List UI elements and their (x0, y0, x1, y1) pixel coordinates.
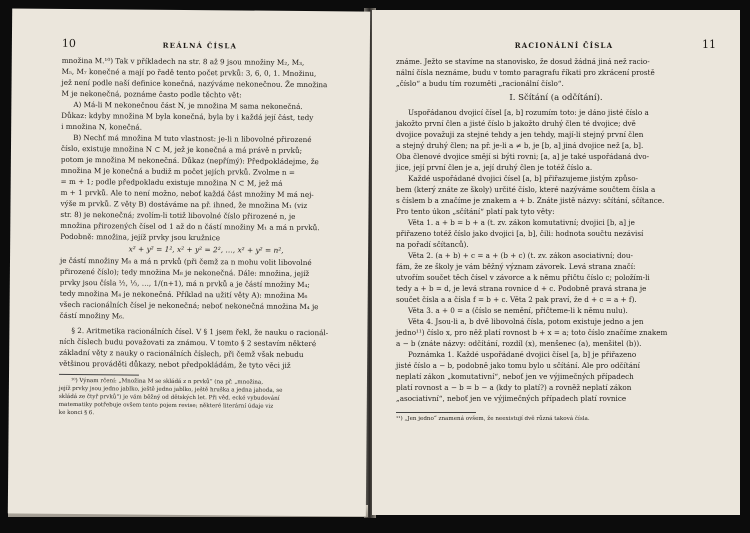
text-line: dvojice považuji za stejné tehdy a jen tehdy, mají-li stejný první člen (396, 130, 644, 139)
text-line: ¹⁰) Výnam rčení: „Množina M se skládá z n prvků“ (na př. „množina, (70, 377, 264, 386)
text-line: ních číslech budu považovati za známou. V tomto § 2 sestavím některé (59, 336, 317, 349)
text-line: jice, její první člen je a, její druhý člen je totéž číslo a. (396, 163, 593, 172)
text-line: základní věty z nauky o racionálních číslech, při čemž však nebudu (59, 347, 304, 360)
text-line: tedy a + b = d, je levá strana rovnice d + c. Podobně pravá strana je (396, 284, 647, 293)
text-line: prvky jsou čísla ½, ⅓, …, 1/(n+1), má n prvků a je částí množiny M₄; (59, 277, 310, 290)
text-line: ke konci § 6. (58, 409, 95, 417)
text-line: Poznámka 1. Každé uspořádané dvojici čísel [a, b] je přiřazeno (408, 350, 637, 359)
text-line: Podobně: množina, jejíž prvky jsou kružnice (60, 231, 221, 243)
text-line: Každé uspořádané dvojici čísel [a, b] přiřazujeme jistým způso- (408, 174, 638, 183)
text-line: m + 1 prvků. Ale to není možno, neboť každá část množiny M má nej- (60, 187, 314, 200)
right-intro (396, 56, 716, 89)
section-2-intro (59, 325, 351, 372)
text-line: matematiky potřebuje ovšem tento pojem revise; některé literární údaje viz (58, 401, 274, 410)
text-line: s číslem b a značíme je znakem a + b. Znáte jistě názvy: sčítání, sčítance. (396, 196, 665, 205)
footnote-rule (59, 374, 139, 376)
text-line: součet čísla a a čísla f = b + c. Věta 2 pak praví, že d + c = a + f). (396, 295, 637, 304)
right-body (396, 107, 716, 404)
text-line: částí množiny M₆. (59, 310, 125, 321)
text-line: utvořím součet těch čísel v závorce a k němu přičtu číslo c; položím-li (396, 273, 650, 282)
text-line: a stejný druhý člen; na př. je-li a ≠ b, je [b, a] jiná dvojice než [a, b]. (396, 141, 644, 150)
text-line: číslo, existuje množina N ⊂ M, jež je konečná a má právě n prvků; (60, 143, 303, 155)
text-line: A) Má-li M nekonečnou část N, je množina M sama nekonečná. (73, 99, 303, 111)
text-line: většinou prováděti důkazy, nebot předpokládám, že tyto věci již (59, 358, 291, 370)
left-page (8, 8, 370, 516)
text-line: a − b (znáte názvy: odčítání, rozdíl (x), menšenec (a), menšitel (b)). (396, 339, 642, 348)
page-number-left: 10 (61, 36, 76, 51)
footnote-left (59, 377, 351, 420)
text-line: jisté číslo a − b, podobně jako tomu bylo u sčítání. Ale pro odčítání (396, 361, 640, 370)
text-line: nální čísla neznáme, budu v tomto paragrafu říkati pro zkrácení prostě (396, 68, 655, 77)
formula: x² + y² = 1², x² + y² = 2², …, x² + y² = n², (128, 244, 284, 255)
text-line: fám, že ze školy je vám běžný význam závorek. Levá strana značí: (396, 262, 636, 271)
text-line: neplatí zákon „komutativní“, neboť jen ve výjimečných případech (396, 372, 634, 381)
left-body-2 (59, 255, 352, 324)
text-line: Důkaz: kdyby množina M byla konečná, byla by i každá její část, tedy (61, 110, 314, 123)
text-line: přiřazeno totéž číslo jako dvojici [a, b], čili: hodnota součtu nezávisí (396, 229, 644, 238)
footnote-rule-right (396, 412, 476, 413)
text-line: platí rovnost a − b = b − a (kdy to platí?) a rovněž neplatí zákon (396, 383, 632, 392)
text-line: na pořadí sčítanců). (396, 240, 469, 249)
running-title-right: RACIONÁLNÍ ČÍSLA (514, 41, 614, 50)
text-line: Uspořádanou dvojicí čísel [a, b] rozumím toto: je dáno jisté číslo a (408, 108, 649, 117)
text-line: „asociativní“, neboť jen ve výjimečných případech platí rovnice (396, 394, 627, 403)
left-body (60, 55, 354, 245)
section-heading: I. Sčítání (a odčítání). (509, 93, 603, 103)
text-line: všech racionálních čísel je nekonečná; neboť nekonečná množina M₄ je (59, 299, 319, 312)
text-line: M je nekonečná, poznáme často podle těchto vět: (61, 88, 242, 100)
text-line: množina M.¹⁰) Tak v příkladech na str. 8 až 9 jsou množiny M₂, M₃, (61, 55, 305, 67)
text-line: Věta 2. (a + b) + c = a + (b + c) (t. zv. zákon asociativní; dou- (408, 251, 633, 260)
text-line: množina M je konečná a budiž m počet jejích prvků. Zvolme n = (60, 165, 295, 177)
text-line: Věta 1. a + b = b + a (t. zv. zákon komutativní; dvojici [b, a] je (408, 218, 635, 227)
text-line: bem (který znáte ze školy) určité číslo, které nazýváme součtem čísla a (396, 185, 656, 194)
text-line: potom je množina M nekonečná. Důkaz (nepřímý): Předpokládejme, že (60, 154, 319, 167)
text-line: § 2. Aritmetika racionálních čísel. V § 1 jsem řekl, že nauku o racionál- (71, 325, 329, 338)
text-line: Pro tento úkon „sčítání“ platí pak tyto věty: (396, 207, 555, 216)
text-line: Oba členové dvojice smějí si býti rovni; [a, a] je také uspořádaná dvo- (396, 152, 650, 161)
text-line: je částí množiny M₈ a má n prvků (při čemž za n mohu volit libovolné (59, 255, 312, 268)
text-line: přirozené číslo); tedy množina M₈ je nekonečná. Dále: množina, jejíž (59, 266, 310, 279)
text-line: Věta 3. a + 0 = a (číslo se nemění, přičteme-li k němu nulu). (408, 306, 628, 315)
text-line: známe. Ježto se stavíme na stanovisko, že dosud žádná jiná než racio- (396, 57, 650, 66)
text-line: množina přirozených čísel od 1 až do n částí množiny M₁ a má n prvků. (60, 220, 320, 233)
text-line: výše m prvků. Z věty B) dostáváme na př. ihned, že množina M₁ (viz (60, 198, 308, 211)
text-line: „číslo“ a budu tím rozuměti „racionální číslo“. (396, 79, 564, 88)
text-line: skládá ze čtyř prvků“) je vám běžný od dětských let. Při věd. ecké vybudování (58, 393, 280, 402)
text-line: jež není podle naší definice konečná, nazýváme nekonečnou. Že množina (61, 77, 328, 90)
left-header (62, 37, 354, 53)
right-header (396, 38, 716, 51)
text-line: tedy množina M₄ je nekonečná. Příklad na užití věty A): množina M₆ (59, 288, 308, 301)
text-line: jejíž prvky jsou jedno jablko, ještě jedno jablko, ještě hruška a jedna jahoda, se (58, 385, 283, 394)
text-line: = m + 1; podle předpokladu existuje množina N ⊂ M, jež má (60, 176, 283, 188)
footnote-right: ¹¹) „Jen jedno“ znamená ovšem, že neexistují dvě různá taková čísla. (396, 416, 590, 422)
text-line: B) Nechť má množina M tuto vlastnost: je-li n libovolné přirozené (73, 132, 312, 145)
text-line: jakožto první člen a jisté číslo b jakožto druhý člen té dvojice; dvě (396, 119, 636, 128)
text-line: jedno¹¹) číslo x, pro něž platí rovnost b + x = a; toto číslo značíme znakem (396, 328, 668, 337)
text-line: M₅, M₇ konečné a mají po řadě tento počet prvků: 3, 6, 0, 1. Množinu, (61, 66, 317, 79)
text-line: Věta 4. Jsou-li a, b dvě libovolná čísla, potom existuje jedno a jen (408, 317, 644, 326)
text-line: str. 8) je nekonečná; zvolím-li totiž libovolné číslo přirozené n, je (60, 209, 296, 221)
right-page (372, 10, 740, 515)
text-line: i množina N, konečná. (61, 121, 143, 132)
page-number-right: 11 (701, 38, 716, 51)
running-title-left: REÁLNÁ ČÍSLA (162, 40, 238, 51)
